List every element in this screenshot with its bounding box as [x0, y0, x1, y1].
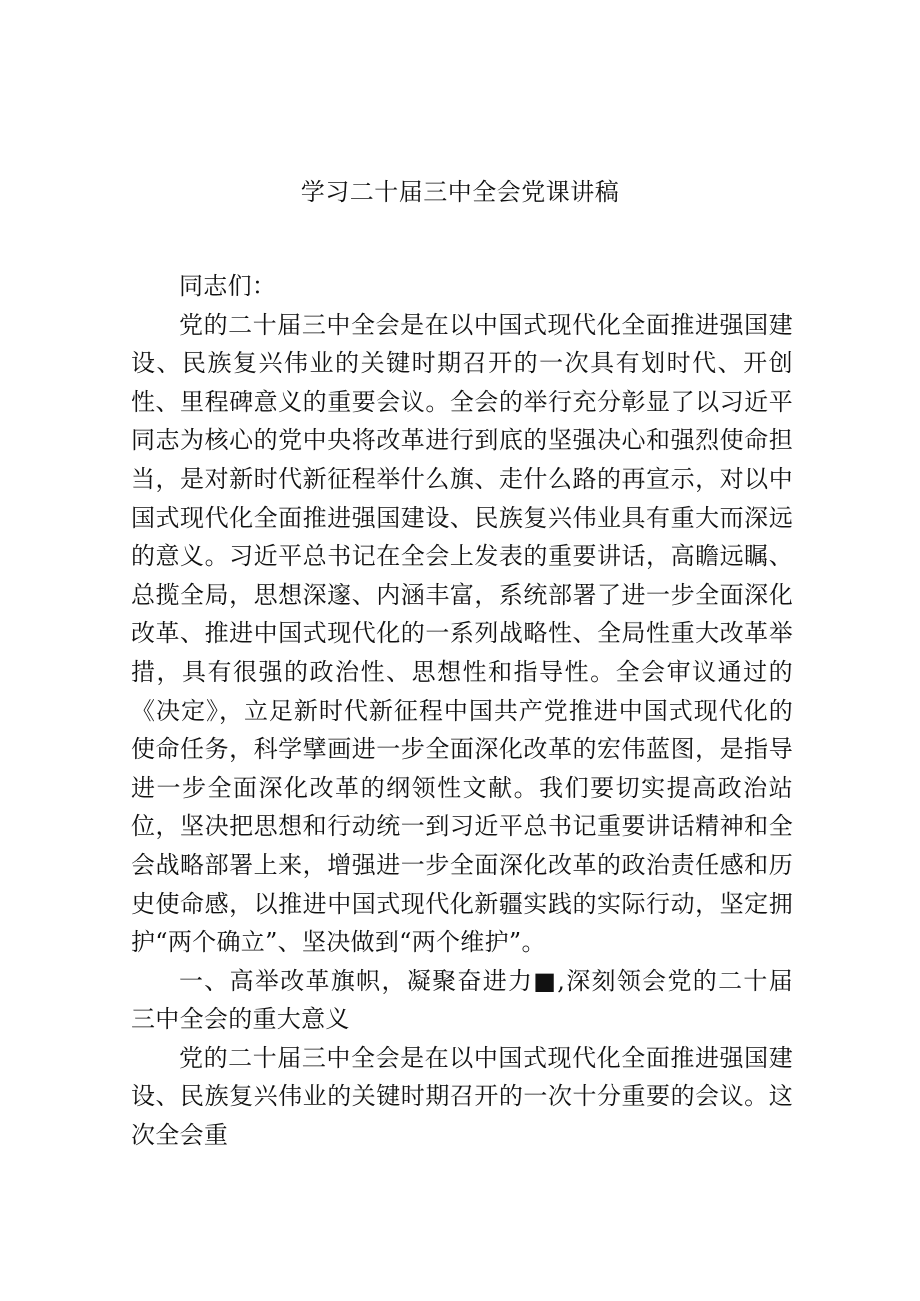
document-title: 学习二十届三中全会党课讲稿	[300, 178, 620, 206]
document-body	[131, 267, 793, 1155]
section-heading-1: 一、高举改革旗帜，凝聚奋进力■,深刻领会党的二十届三中全会的重大意义	[131, 966, 793, 1034]
intro-paragraph: 党的二十届三中全会是在以中国式现代化全面推进强国建设、民族复兴伟业的关键时期召开的一次具有划时代、开创性、里程碑意义的重要会议。全会的举行充分彰显了以习近平同志为核心的党中央将改革进行到底的坚强决心和强烈使命担当，是对新时代新征程举什么旗、走什么路的再宣示，对以中国式现代化全面推进强国建设、民族复兴伟业具有重大而深远的意义。习近平总书记在全会上发表的重要讲话，高瞻远瞩、总揽全局，思想深邃、内涵丰富，系统部署了进一步全面深化改革、推进中国式现代化的一系列战略性、全局性重大改革举措，具有很强的政治性、思想性和指导性。全会审议通过的《决定》，立足新时代新征程中国共产党推进中国式现代化的使命任务，科学擘画进一步全面深化改革的宏伟蓝图，是指导进一步全面深化改革的纲领性文献。我们要切实提高政治站位，坚决把思想和行动统一到习近平总书记重要讲话精神和全会战略部署上来，增强进一步全面深化改革的政治责任感和历史使命感，以推进中国式现代化新疆实践的实际行动，坚定拥护“两个确立”、坚决做到“两个维护”。	[131, 310, 793, 957]
section-1-paragraph: 党的二十届三中全会是在以中国式现代化全面推进强国建设、民族复兴伟业的关键时期召开的一次十分重要的会议。这次全会重	[131, 1043, 793, 1150]
salutation-paragraph: 同志们：	[179, 272, 277, 300]
